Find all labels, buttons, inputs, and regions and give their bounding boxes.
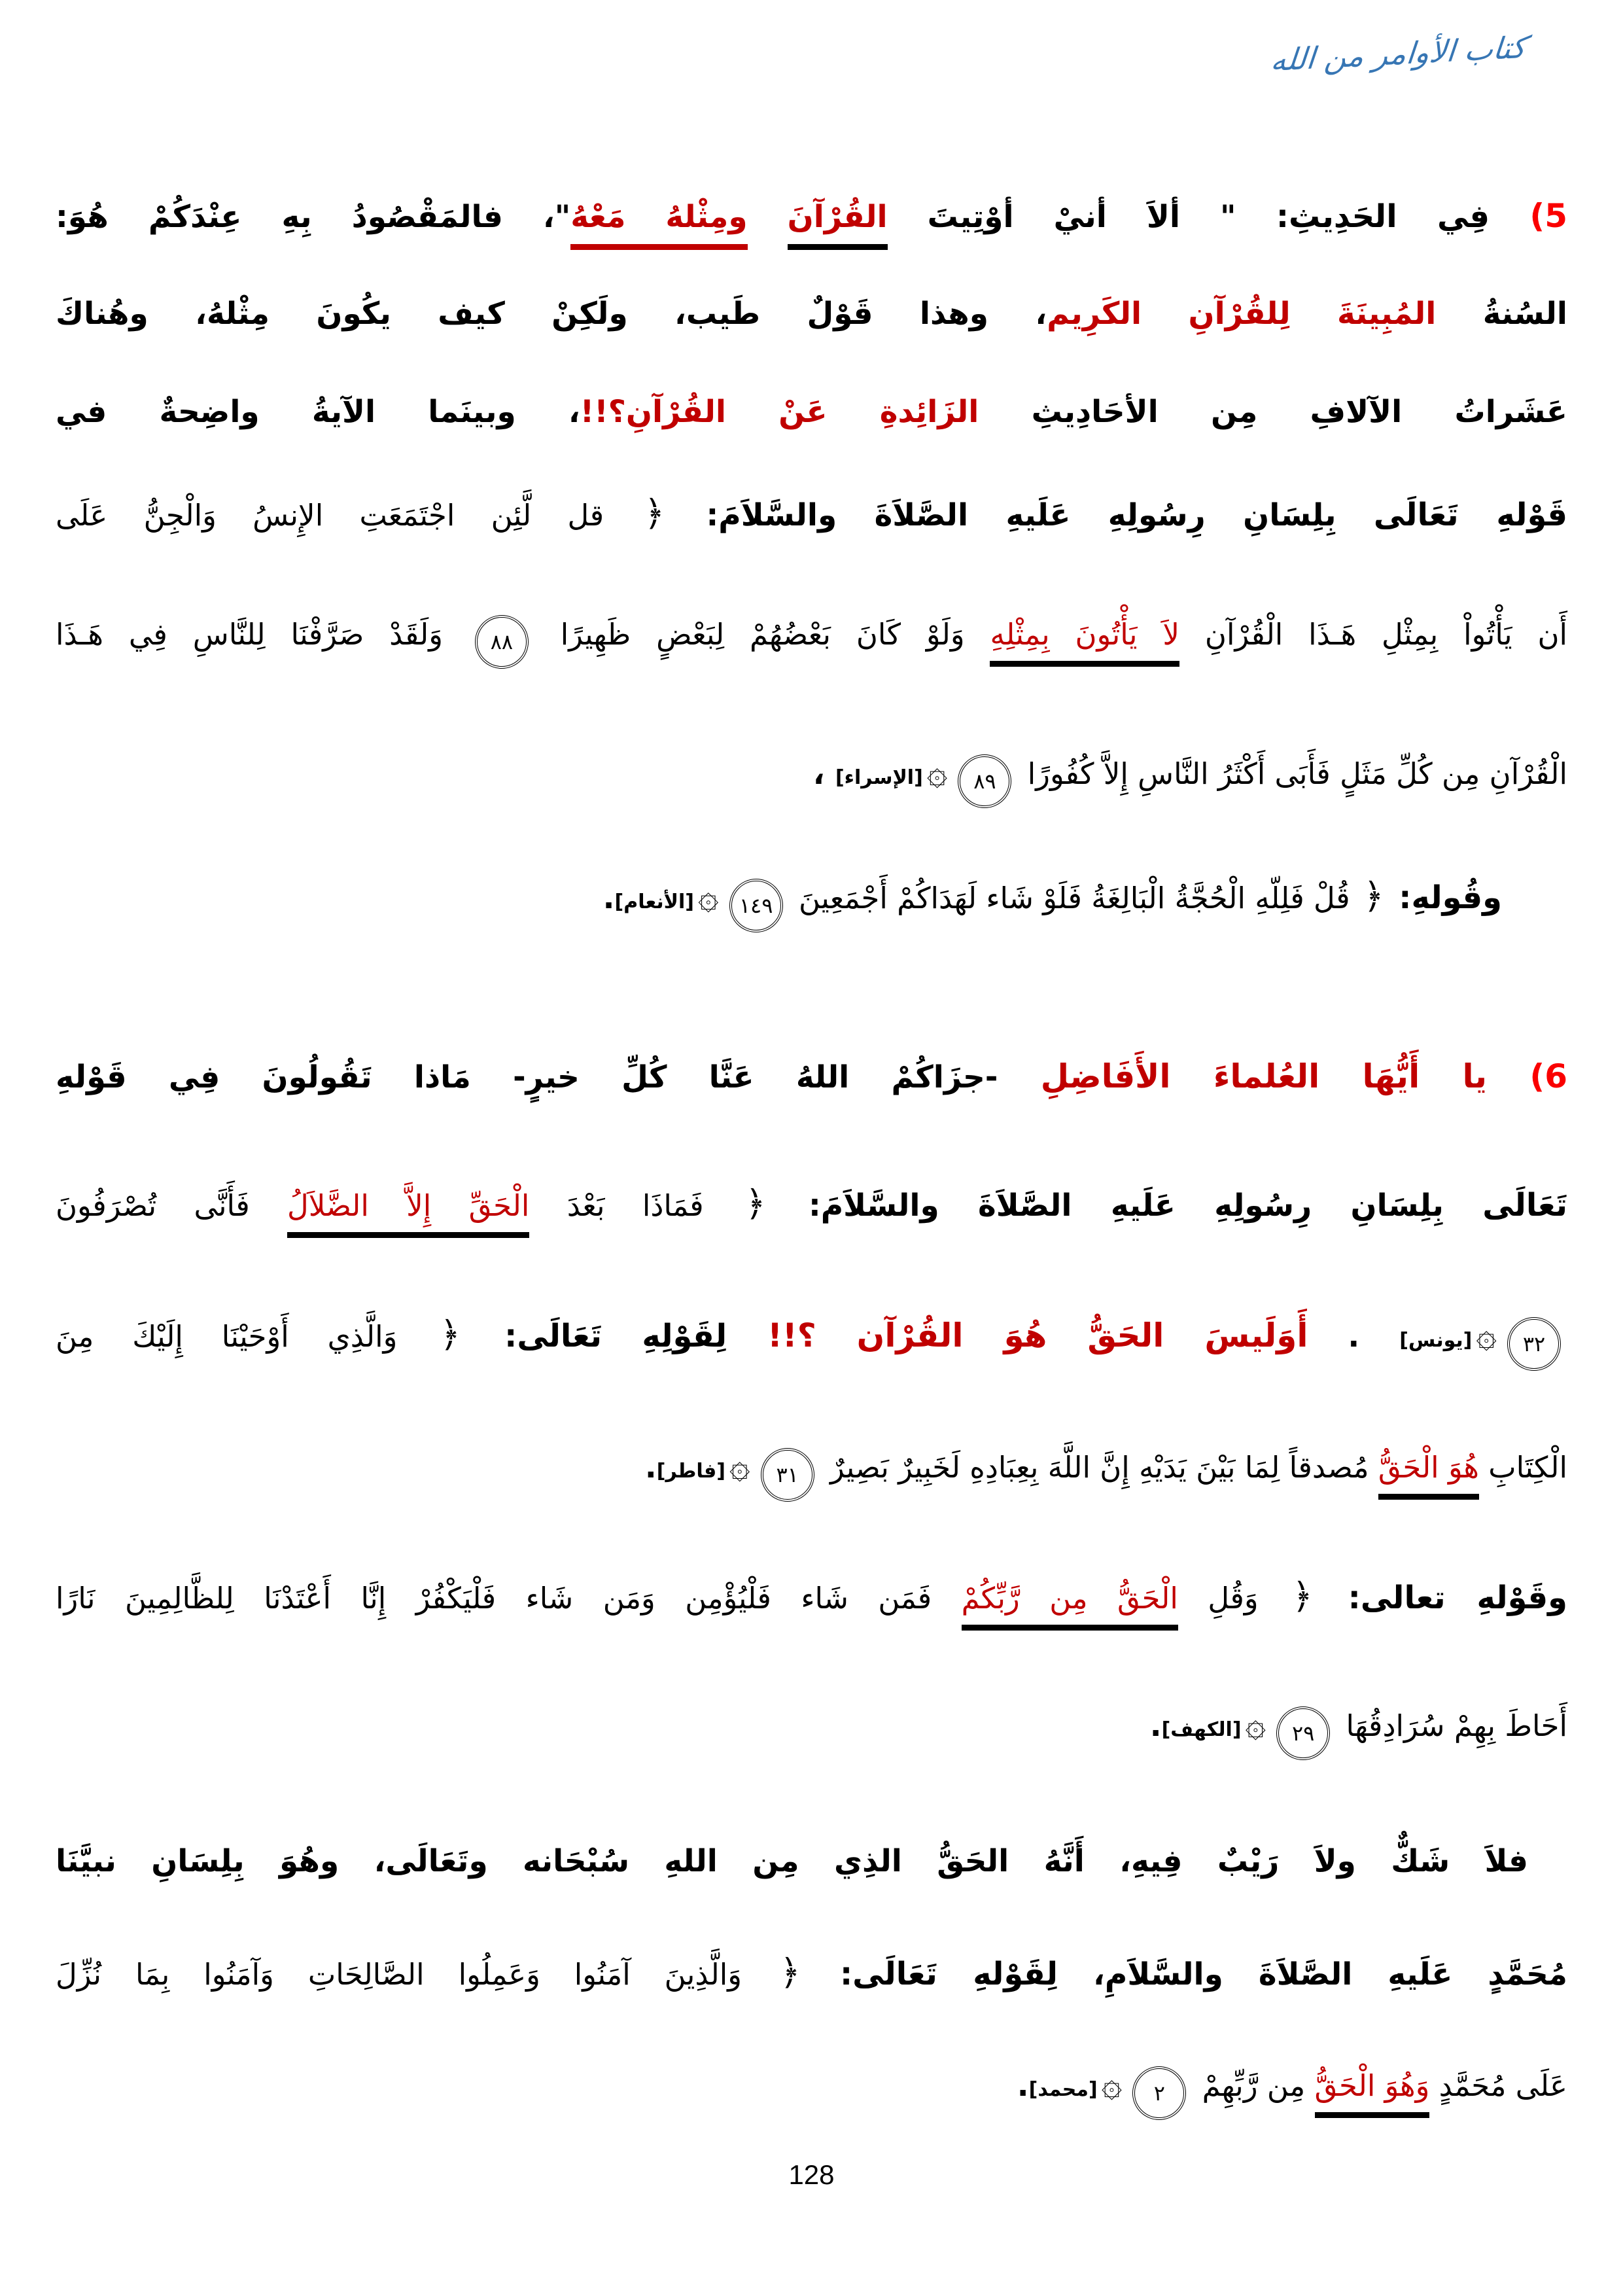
punctuation: . xyxy=(1149,1708,1162,1744)
quran-verse-text: وَالَّذِي أَوْحَيْنَا إِلَيْكَ مِنَ xyxy=(56,1319,436,1354)
punctuation: . xyxy=(1308,1318,1400,1354)
hadith-quote-red-underlined: ومِثْلهُ مَعْهُ xyxy=(570,199,747,250)
body-text: -جزَاكُمْ اللهُ عَنَّا كُلِّ خيرٍ- مَاذا تَقُولُونَ فِي xyxy=(126,1059,998,1095)
quran-verse-text: فَأَنَّى تُصْرَفُونَ xyxy=(56,1188,288,1223)
quran-verse-text: وَقُلِ xyxy=(1178,1581,1289,1616)
qawluhu-label: قَوْلهِ xyxy=(56,1059,127,1095)
text-line xyxy=(56,841,1567,952)
quran-verse-text: وَلَوْ كَانَ بَعْضُهُمْ لِبَعْضٍ ظَهِيرًا xyxy=(534,617,990,652)
body-text: "، فالمَقْصُودُ بِهِ عِنْدَكُمْ هُوَ: xyxy=(56,199,571,235)
text-line xyxy=(56,167,1567,265)
verse-open-icon: ﴿ xyxy=(1363,875,1384,917)
surah-reference: [محمد] xyxy=(1028,2078,1098,2101)
quran-verse-line xyxy=(56,1400,1567,1531)
spacer-text xyxy=(748,199,788,235)
emphasized-red-text: الزَائِدةِ عَنْ القُرْآنِ؟!! xyxy=(580,394,979,430)
page-number: 128 xyxy=(788,2159,835,2190)
quran-verse-text: أَحَاطَ بِهِمْ سُرَادِقُهَا xyxy=(1336,1708,1567,1743)
punctuation: . xyxy=(644,1449,657,1485)
hadith-label: فِي الحَدِيثِ: xyxy=(1236,198,1530,235)
rhetorical-question-red: أَوَلَيسَ الحَقُّ هُوَ القُرْآن ؟!! xyxy=(727,1316,1308,1354)
quran-verse-text: وَالَّذِينَ آمَنُوا وَعَمِلُوا الصَّالِحَاتِ وَآمَنُوا بِمَا نُزِّلَ xyxy=(56,1957,776,1992)
verse-open-icon: ﴿ xyxy=(779,1952,801,1993)
text-line xyxy=(56,1139,1567,1269)
quran-verse-text: الْكِتَابِ xyxy=(1478,1450,1567,1485)
verse-close-icon: ۞ xyxy=(1245,1703,1266,1744)
taala-label: تَعَالَى xyxy=(1482,1187,1568,1224)
ayah-number-badge: ٨٩ xyxy=(958,754,1011,808)
quran-verse-text: فَمَاذَا بَعْدَ xyxy=(529,1188,741,1223)
verse-close-icon: ۞ xyxy=(1476,1314,1497,1355)
text-line xyxy=(56,1917,1567,2028)
quran-verse-red-underlined: هُوَ الْحَقُّ xyxy=(1378,1450,1479,1500)
liqawlihi-label: لِقَوْلِهِ تَعَالَى: xyxy=(464,1318,727,1354)
quran-verse-line xyxy=(56,566,1567,703)
quran-verse-red-underlined: الْحَقُّ مِن رَّبِّكُمْ xyxy=(962,1581,1178,1631)
book-title-calligraphy: كتاب الأوامر من الله xyxy=(1269,29,1527,79)
waqawluhu-taala-label: وقَوْلهِ تعالى: xyxy=(1316,1580,1567,1616)
text-line xyxy=(56,363,1567,461)
quran-verse-text: الْقُرْآنِ مِن كُلِّ مَثَلٍ فَأَبَى أَكْثَرُ النَّاسِ إِلاَّ كُفُورًا xyxy=(1018,756,1567,791)
text-line xyxy=(56,1014,1567,1139)
body-text: بِلِسَانِ رِسُولِهِ عَلَيهِ الصَّلاَةَ والسَّلاَمَ: xyxy=(769,1188,1483,1224)
body-text: السُنةُ xyxy=(1436,296,1567,332)
quran-verse-red-underlined: الْحَقِّ إِلاَّ الضَّلاَلُ xyxy=(287,1188,529,1238)
body-text: ، وبينَما الآيةُ واضِحةٌ في xyxy=(56,394,580,430)
ayah-number-badge: ٨٨ xyxy=(475,615,529,669)
page-content xyxy=(0,167,1623,2191)
item-5-paragraph xyxy=(56,167,1567,952)
quran-verse-text: وَلَقَدْ صَرَّفْنَا لِلنَّاسِ فِي هَـذَا xyxy=(56,617,468,652)
quran-verse-text: مُصدقاً لِمَا بَيْنَ يَدَيْهِ إِنَّ اللَّهَ بِعِبَادِهِ لَخَبِيرٌ بَصِيرٌ xyxy=(820,1450,1378,1485)
ayah-number-badge: ٢٩ xyxy=(1276,1706,1330,1760)
waqawluhu-label: وقُولهِ: xyxy=(1387,879,1502,916)
text-line xyxy=(56,1269,1567,1400)
text-line xyxy=(56,1806,1567,1917)
page-header xyxy=(0,0,1623,108)
liqawlihi-label: لِقَوْلهِ تَعَالَى: xyxy=(804,1956,1058,1992)
punctuation: . xyxy=(602,880,615,916)
item-number: 5) xyxy=(1529,197,1567,235)
text-line xyxy=(56,265,1567,363)
ayah-number-badge: ١٤٩ xyxy=(729,879,783,932)
text-line xyxy=(56,461,1567,566)
body-text: مُحَمَّدٍ عَلَيهِ الصَّلاَةَ والسَّلاَمِ، xyxy=(1058,1956,1567,1992)
quran-verse-line xyxy=(56,2028,1567,2140)
ayah-number-badge: ٢ xyxy=(1132,2066,1186,2120)
quran-verse-text: مِن رَّبِّهِمْ xyxy=(1193,2068,1315,2103)
quran-verse-text: قل لَّئِن اجْتَمَعَتِ الإِنسُ وَالْجِنُّ عَلَى xyxy=(56,498,640,533)
punctuation: . xyxy=(1017,2068,1029,2104)
body-text: عَشَراتُ الآلافِ مِن الأحَادِيثِ xyxy=(979,394,1567,430)
quran-verse-line xyxy=(56,1662,1567,1786)
hadith-quote-black: " ألاَ أنيْ أوْتِيتَ xyxy=(887,199,1236,235)
punctuation: ، xyxy=(812,756,835,792)
verse-open-icon: ﴿ xyxy=(440,1314,461,1355)
body-text: ، وهذا قَوْلٌ طَيب، ولَكِنْ كيف يكُونَ مِثْلهُ، وهُناكَ xyxy=(56,296,1047,332)
verse-close-icon: ۞ xyxy=(698,875,719,917)
verse-close-icon: ۞ xyxy=(926,751,948,792)
quran-verse-text: أَن يَأْتُواْ بِمِثْلِ هَـذَا الْقُرْآنِ xyxy=(1179,617,1568,652)
verse-open-icon: ﴿ xyxy=(644,493,665,534)
verse-open-icon: ﴿ xyxy=(744,1183,766,1224)
address-to-scholars-red: يا أَيُّهَا العُلماءَ الأَفَاضِلِ xyxy=(998,1057,1530,1095)
body-text: فلاَ شَكٌّ ولاَ رَيْبٌ فِيهِ، أَنَّهُ الحَقُّ الذِي مِن اللهِ سُبْحَانه وتَعَالَى، وهُوَ بِلِسَانِ نبيَّنَا xyxy=(56,1843,1528,1879)
quran-verse-red-underlined: وَهُوَ الْحَقُّ xyxy=(1315,2068,1430,2118)
quran-verse-text: عَلَى مُحَمَّدٍ xyxy=(1429,2068,1567,2103)
hadith-quote-red-underlined: القُرْآنَ xyxy=(788,199,888,250)
emphasized-red-text: المُبِينَةَ لِلقُرْآنِ الكَرِيم xyxy=(1047,296,1437,332)
quran-verse-red-underlined: لاَ يَأْتُونَ بِمِثْلِهِ xyxy=(990,617,1179,667)
item-6-paragraph xyxy=(56,1014,1567,1786)
quran-verse-text: فَمَن شَاء فَلْيُؤْمِن وَمَن شَاء فَلْيَكْفُرْ إِنَّا أَعْتَدْنَا لِلظَّالِمِينَ نَارًا xyxy=(56,1581,962,1616)
ayah-number-badge: ٣٢ xyxy=(1507,1317,1561,1371)
ayah-number-badge: ٣١ xyxy=(761,1448,814,1502)
quran-verse-line xyxy=(56,703,1567,841)
surah-reference: [يونس] xyxy=(1399,1329,1473,1352)
body-text: بِلِسَانِ رِسُولِهِ عَلَيهِ الصَّلاَةَ والسَّلاَمَ: xyxy=(669,497,1374,533)
surah-reference: [الأنعام] xyxy=(614,891,694,913)
surah-reference: [فاطر] xyxy=(656,1460,726,1483)
verse-close-icon: ۞ xyxy=(1101,2063,1123,2104)
surah-reference: [الإسراء] xyxy=(835,766,923,789)
surah-reference: [الكهف] xyxy=(1161,1718,1242,1741)
item-number: 6) xyxy=(1529,1057,1567,1095)
verse-open-icon: ﴿ xyxy=(1292,1576,1313,1617)
verse-close-icon: ۞ xyxy=(729,1445,750,1486)
qawluhu-label: قَوْلهِ تَعَالَى xyxy=(1373,497,1568,533)
closing-paragraph xyxy=(56,1806,1567,2140)
quran-verse-text: قُلْ فَلِلّهِ الْحُجَّةُ الْبَالِغَةُ فَلَوْ شَاء لَهَدَاكُمْ أَجْمَعِينَ xyxy=(789,881,1359,915)
text-line xyxy=(56,1531,1567,1662)
